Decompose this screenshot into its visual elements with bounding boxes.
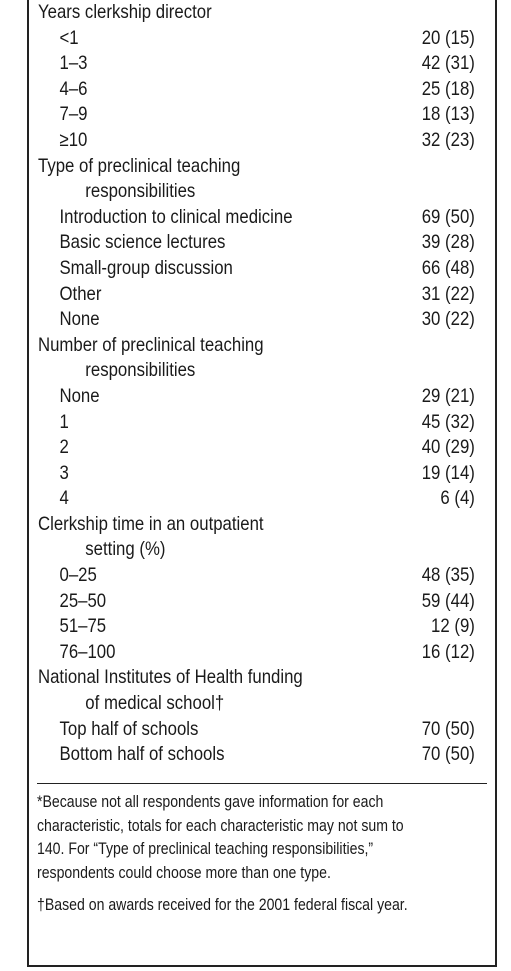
row-label: setting (%) <box>85 538 166 561</box>
table-row <box>38 256 475 282</box>
row-label: Years clerkship director <box>38 1 212 23</box>
table-body <box>38 0 475 768</box>
row-value: 6 (4) <box>440 487 475 510</box>
row-label: 2 <box>59 436 69 459</box>
row-label: 1–3 <box>59 52 88 75</box>
row-label: 7–9 <box>59 103 88 126</box>
row-label: 3 <box>59 461 69 484</box>
table-row <box>38 717 475 743</box>
row-label: 76–100 <box>59 640 116 663</box>
row-label: 0–25 <box>59 564 97 587</box>
row-value: 19 (14) <box>421 461 475 484</box>
footnote-line: †Based on awards received for the 2001 federal fiscal year. <box>37 896 408 914</box>
row-label: <1 <box>59 26 79 49</box>
row-label: ≥10 <box>59 128 88 151</box>
section-heading <box>38 333 475 359</box>
table-row <box>38 205 475 231</box>
row-value: 40 (29) <box>421 436 475 459</box>
table-row <box>38 26 475 52</box>
table-row <box>38 102 475 128</box>
section-heading <box>38 0 475 26</box>
table-row <box>38 384 475 410</box>
row-label: responsibilities <box>85 180 196 203</box>
footnote-divider <box>37 783 487 784</box>
row-label: Introduction to clinical medicine <box>59 205 293 228</box>
row-label: Top half of schools <box>59 717 199 740</box>
section-heading <box>38 179 475 205</box>
footnote-line: *Because not all respondents gave information for each <box>37 793 384 811</box>
row-label: Basic science lectures <box>59 231 226 254</box>
row-value: 18 (13) <box>421 103 475 126</box>
row-value: 70 (50) <box>421 743 475 766</box>
table-row <box>38 589 475 615</box>
row-label: Clerkship time in an outpatient <box>38 512 264 535</box>
section-heading <box>38 154 475 180</box>
row-value: 30 (22) <box>421 308 475 331</box>
footnote-dagger <box>37 894 489 918</box>
row-value: 20 (15) <box>421 26 475 49</box>
row-label: Small-group discussion <box>59 256 233 279</box>
row-value: 32 (23) <box>421 128 475 151</box>
row-value: 29 (21) <box>421 384 475 407</box>
table-row <box>38 51 475 77</box>
row-value: 25 (18) <box>421 77 475 100</box>
row-label: Bottom half of schools <box>59 743 225 766</box>
row-label: 25–50 <box>59 589 107 612</box>
row-label: 51–75 <box>59 615 107 638</box>
row-label: National Institutes of Health funding <box>38 666 303 689</box>
row-value: 66 (48) <box>421 256 475 279</box>
footnote-asterisk <box>37 791 489 885</box>
table-row <box>38 307 475 333</box>
row-label: responsibilities <box>85 359 196 382</box>
section-heading <box>38 358 475 384</box>
row-label: 4 <box>59 487 69 510</box>
row-value: 69 (50) <box>421 205 475 228</box>
section-heading <box>38 665 475 691</box>
footnote-line: respondents could choose more than one type. <box>37 863 331 882</box>
table-row <box>38 128 475 154</box>
table-row <box>38 282 475 308</box>
row-value: 31 (22) <box>421 282 475 305</box>
section-heading <box>38 512 475 538</box>
row-value: 70 (50) <box>421 717 475 740</box>
row-value: 59 (44) <box>421 589 475 612</box>
row-label: 1 <box>59 410 69 433</box>
row-label: 4–6 <box>59 77 88 100</box>
row-label: of medical school† <box>85 692 225 715</box>
table-row <box>38 742 475 768</box>
table-row <box>38 486 475 512</box>
row-label: Number of preclinical teaching <box>38 333 264 356</box>
row-value: 48 (35) <box>421 564 475 587</box>
table-frame <box>27 0 497 967</box>
row-value: 42 (31) <box>421 52 475 75</box>
footnote-line: 140. For “Type of preclinical teaching responsibilities,” <box>37 840 374 858</box>
row-value: 12 (9) <box>431 615 475 638</box>
section-heading <box>38 691 475 717</box>
row-value: 16 (12) <box>421 640 475 663</box>
table-row <box>38 77 475 103</box>
row-label: Type of preclinical teaching <box>38 154 241 177</box>
section-heading <box>38 537 475 563</box>
table-row <box>38 435 475 461</box>
table-row <box>38 230 475 256</box>
table-row <box>38 563 475 589</box>
row-label: Other <box>59 282 102 305</box>
table-row <box>38 410 475 436</box>
table-row <box>38 614 475 640</box>
footnote-line: characteristic, totals for each characteristic may not sum to <box>37 816 404 835</box>
row-value: 39 (28) <box>421 231 475 254</box>
row-label: None <box>59 308 100 331</box>
footnotes <box>37 791 489 918</box>
row-value: 45 (32) <box>421 410 475 433</box>
table-row <box>38 640 475 666</box>
row-label: None <box>59 384 100 407</box>
table-row <box>38 461 475 487</box>
